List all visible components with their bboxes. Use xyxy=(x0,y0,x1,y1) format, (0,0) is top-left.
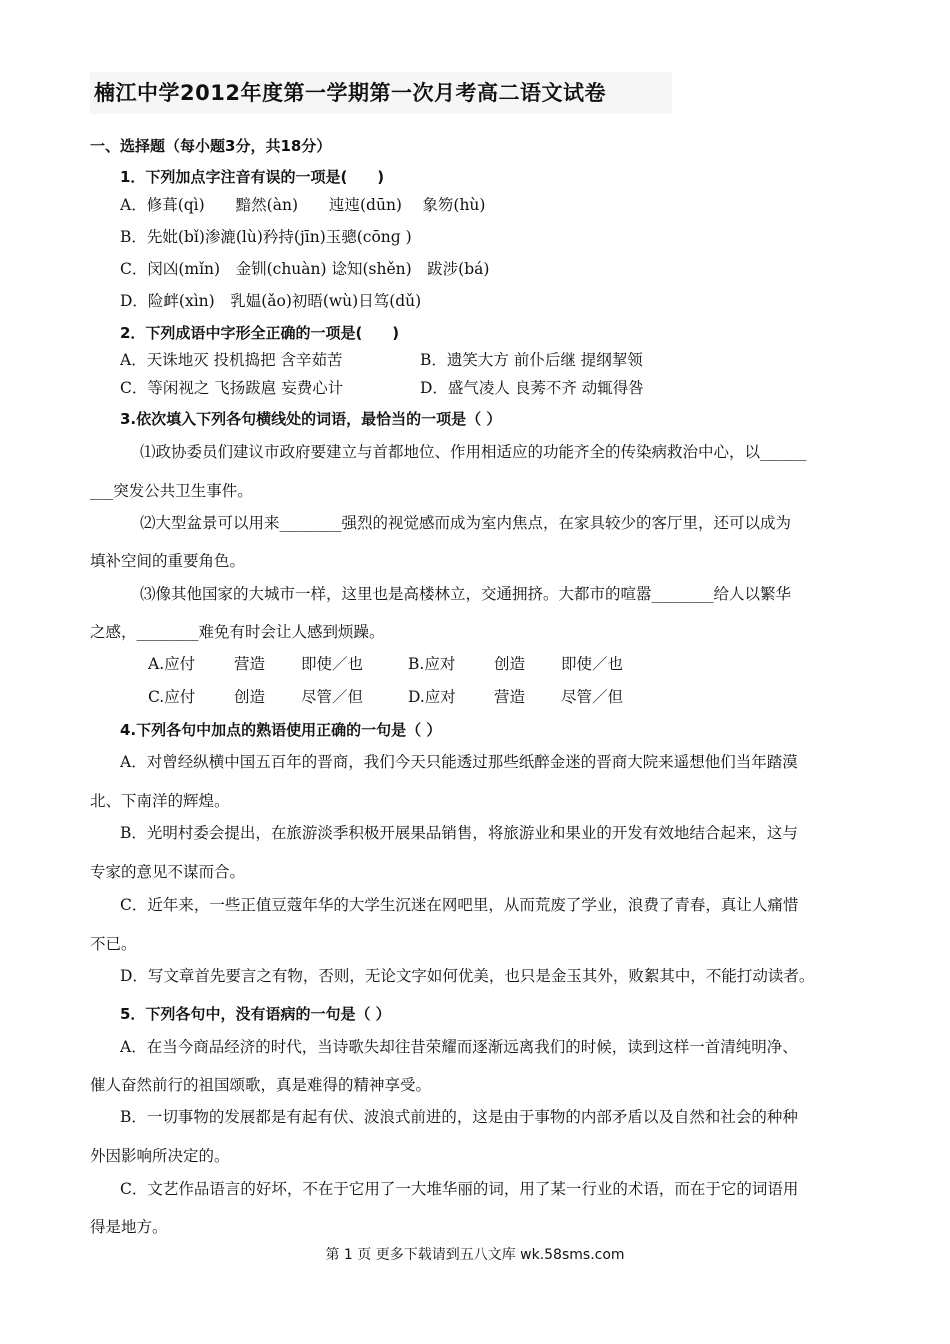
question-4-option-b: B．光明村委会提出，在旅游淡季积极开展果品销售，将旅游业和果业的开发有效地结合起来，这与 xyxy=(120,824,798,842)
page-footer: 第 1 页 更多下载请到五八文库 wk.58sms.com xyxy=(325,1247,625,1263)
question-2-option-b: B．遗笑大方 前仆后继 提纲挈领 xyxy=(420,351,643,369)
question-5-option-b: B．一切事物的发展都是有起有伏、波浪式前进的，这是由于事物的内部矛盾以及自然和社会的种种 xyxy=(120,1108,798,1126)
question-3-stem: 3.依次填入下列各句横线处的词语，最恰当的一项是（ ） xyxy=(120,410,502,428)
question-5-option-c: C．文艺作品语言的好坏，不在于它用了一大堆华丽的词，用了某一行业的术语，而在于它的词语用 xyxy=(120,1180,799,1198)
q3-option-d-2: 营造 xyxy=(494,688,526,706)
q3-option-b-3: 即使／也 xyxy=(561,655,624,673)
q3-option-c-1: C.应付 xyxy=(148,688,196,706)
q3-option-b-1: B.应对 xyxy=(408,655,456,673)
question-1-stem: 1．下列加点字注音有误的一项是( ) xyxy=(120,168,385,186)
q3-option-a-2: 营造 xyxy=(234,655,266,673)
question-3-sentence-1: ⑴政协委员们建议市政府要建立与首都地位、作用相适应的功能齐全的传染病救治中心，以______ xyxy=(140,443,807,461)
question-4-option-d: D．写文章首先要言之有物，否则，无论文字如何优美，也只是金玉其外，败絮其中，不能打动读者。 xyxy=(120,967,815,985)
question-2-option-c: C．等闲视之 飞扬跋扈 妄费心计 xyxy=(120,379,344,397)
q3-option-a-1: A.应付 xyxy=(148,655,196,673)
question-5-option-a: A．在当今商品经济的时代，当诗歌失却往昔荣耀而逐渐远离我们的时候，读到这样一首清纯明净、 xyxy=(120,1038,798,1056)
question-3-sentence-1-cont: ___突发公共卫生事件。 xyxy=(90,482,253,500)
q3-option-c-2: 创造 xyxy=(234,688,266,706)
question-5-option-b-cont: 外因影响所决定的。 xyxy=(90,1147,230,1165)
question-5-stem: 5．下列各句中，没有语病的一句是（ ） xyxy=(120,1005,391,1023)
q3-option-a-3: 即使／也 xyxy=(301,655,364,673)
question-5-option-a-cont: 催人奋然前行的祖国颂歌，真是难得的精神享受。 xyxy=(90,1076,432,1094)
q3-option-d-3: 尽管／但 xyxy=(561,688,624,706)
question-2-option-d: D．盛气凌人 良莠不齐 动辄得咎 xyxy=(420,379,644,397)
question-4-option-c: C．近年来，一些正值豆蔻年华的大学生沉迷在网吧里，从而荒废了学业，浪费了青春，真让人痛惜 xyxy=(120,896,799,914)
question-4-option-b-cont: 专家的意见不谋而合。 xyxy=(90,863,246,881)
question-1-option-c: C．闵凶(mǐn) 金钏(chuàn) 谂知(shěn) 跋涉(bá) xyxy=(120,260,490,278)
question-3-sentence-2: ⑵大型盆景可以用来________强烈的视觉感而成为室内焦点，在家具较少的客厅里，还可以成为 xyxy=(140,514,792,532)
question-4-option-a-cont: 北、下南洋的辉煌。 xyxy=(90,792,230,810)
exam-title: 楠江中学2012年度第一学期第一次月考高二语文试卷 xyxy=(90,72,672,114)
question-1-option-d: D．险衅(xìn) 乳媪(ǎo)初晤(wù)日笃(dǔ) xyxy=(120,292,422,310)
question-2-option-a: A．天诛地灭 投机捣把 含辛茹苦 xyxy=(120,351,343,369)
q3-option-b-2: 创造 xyxy=(494,655,526,673)
question-3-sentence-2-cont: 填补空间的重要角色。 xyxy=(90,552,246,570)
question-4-option-c-cont: 不已。 xyxy=(90,935,137,953)
q3-option-d-1: D.应对 xyxy=(408,688,456,706)
question-1-option-b: B．先妣(bǐ)渗漉(lù)矜持(jīn)玉骢(cōnɡ ) xyxy=(120,228,412,246)
question-3-sentence-3-cont: 之感，________难免有时会让人感到烦躁。 xyxy=(90,623,385,641)
question-3-sentence-3: ⑶像其他国家的大城市一样，这里也是高楼林立，交通拥挤。大都市的喧嚣________给人以繁华 xyxy=(140,585,792,603)
question-4-stem: 4.下列各句中加点的熟语使用正确的一句是（ ） xyxy=(120,721,442,739)
section-heading: 一、选择题（每小题3分，共18分） xyxy=(90,137,332,155)
question-1-option-a: A．修葺(qì) 黯然(àn) 迍迍(dūn) 象笏(hù) xyxy=(120,196,486,214)
question-2-stem: 2．下列成语中字形全正确的一项是( ) xyxy=(120,324,400,342)
question-4-option-a: A．对曾经纵横中国五百年的晋商，我们今天只能透过那些纸醉金迷的晋商大院来遥想他们当年踏漠 xyxy=(120,753,798,771)
question-5-option-c-cont: 得是地方。 xyxy=(90,1218,168,1236)
q3-option-c-3: 尽管／但 xyxy=(301,688,364,706)
